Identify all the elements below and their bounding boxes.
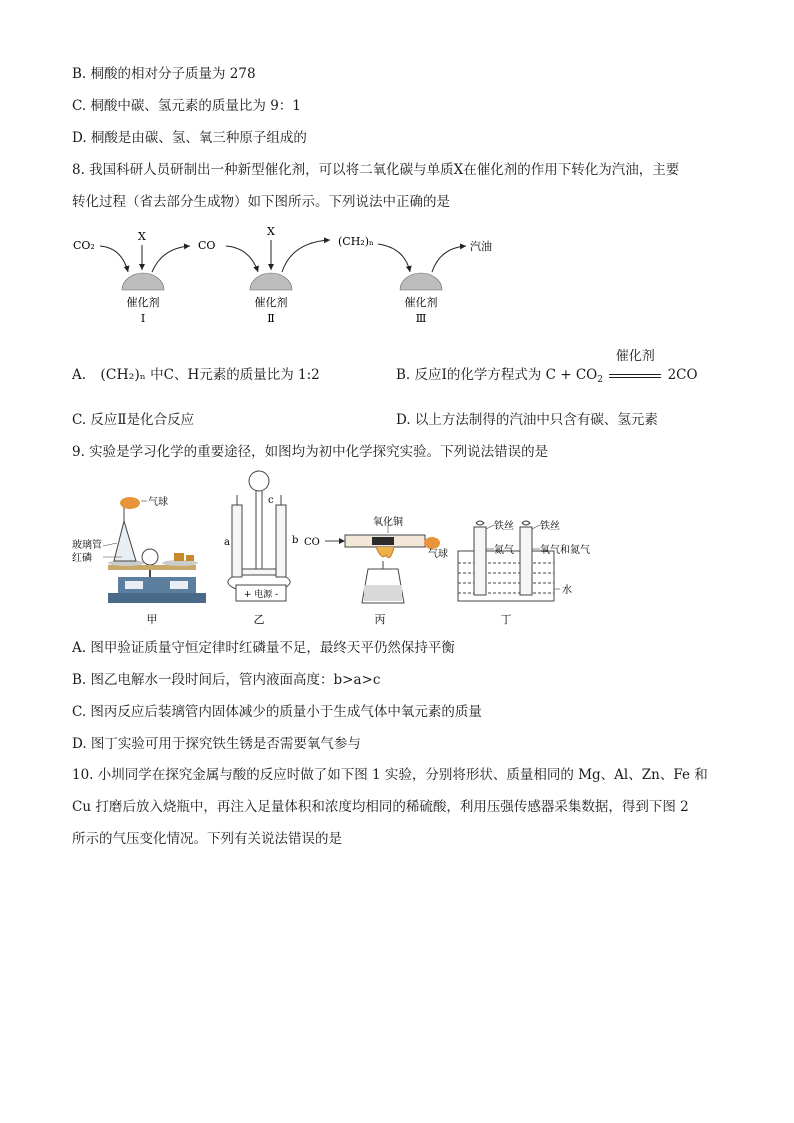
q7-option-c: C. 桐酸中碳、氢元素的质量比为 9：1: [72, 98, 301, 114]
catalyst-dome-1: [122, 273, 164, 290]
q8-option-a-rest: 中C、H元素的质量比为 1:2: [150, 367, 320, 383]
q10-stem-line3: 所示的气压变化情况。下列有关说法错误的是: [72, 831, 342, 847]
label-co: CO: [198, 239, 216, 252]
q8-option-b-prefix: B. 反应Ⅰ的化学方程式为 C + CO: [396, 367, 598, 383]
label-ch2n: (CH₂)ₙ: [338, 235, 374, 248]
q10-stem-line2: Cu 打磨后放入烧瓶中，再注入足量体积和浓度均相同的稀硫酸，利用压强传感器采集数据，得到下图 2: [72, 799, 689, 815]
catalyst-label-2: 催化剂: [254, 296, 288, 309]
q8-option-b-product: 2CO: [667, 367, 698, 383]
q8-stem-line2: 转化过程（省去部分生成物）如下图所示。下列说法中正确的是: [72, 194, 450, 210]
label-glass-tube: 玻璃管: [72, 540, 102, 551]
q9-experiment-figures: [0, 465, 620, 630]
q8-option-a-prefix: A.: [72, 367, 87, 383]
figure-yi-electrolysis: [228, 471, 290, 601]
q9-option-b: B. 图乙电解水一段时间后，管内液面高度：b>a>c: [72, 672, 381, 688]
label-x-1: X: [138, 230, 146, 243]
q9-option-a: A. 图甲验证质量守恒定律时红磷量不足，最终天平仍然保持平衡: [72, 640, 455, 656]
q8-option-b: [396, 349, 698, 390]
catalyst-dome-2: [250, 273, 292, 290]
label-red-phosphorus: 红磷: [72, 553, 92, 564]
label-water: 水: [562, 585, 572, 596]
label-nitrogen: 氮气: [494, 545, 514, 556]
label-c: c: [268, 495, 274, 506]
label-iron-wire-2: 铁丝: [540, 521, 560, 532]
q9-option-c: C. 图丙反应后装璃管内固体减少的质量小于生成气体中氧元素的质量: [72, 704, 482, 720]
q8-reaction-condition: [609, 349, 661, 385]
stage-label-3: Ⅲ: [415, 312, 427, 325]
q8-condition-label: 催化剂: [615, 349, 655, 364]
figure-jia-balance: [103, 497, 206, 603]
figure-ding-iron-rust: [458, 521, 560, 601]
catalyst-dome-3: [400, 273, 442, 290]
q9-option-d: D. 图丁实验可用于探究铁生锈是否需要氧气参与: [72, 736, 361, 752]
label-gasoline: 汽油: [470, 240, 492, 253]
stage-label-1: Ⅰ: [140, 312, 146, 325]
label-copper-oxide: 氧化铜: [373, 517, 403, 528]
label-a: a: [224, 537, 230, 548]
q8-stem-line1: 8. 我国科研人员研制出一种新型催化剂，可以将二氧化碳与单质X在催化剂的作用下转化为汽油，主要: [72, 162, 680, 178]
label-oxygen-nitrogen: 氧气和氮气: [540, 545, 590, 556]
caption-jia: 甲: [146, 613, 158, 626]
q8-option-c: C. 反应Ⅱ是化合反应: [72, 412, 195, 428]
catalyst-label-3: 催化剂: [404, 296, 438, 309]
figure-bing-co-reduction: [325, 525, 440, 603]
q10-stem-line1: 10. 小圳同学在探究金属与酸的反应时做了如下图 1 实验，分别将形状、质量相同的 Mg、Al、Zn、Fe 和: [72, 767, 708, 783]
q8-option-d: D. 以上方法制得的汽油中只含有碳、氢元素: [396, 412, 658, 428]
catalyst-label-1: 催化剂: [126, 296, 160, 309]
stage-label-2: Ⅱ: [267, 312, 275, 325]
label-b: b: [292, 535, 299, 546]
caption-bing: 丙: [374, 613, 386, 626]
q9-stem: 9. 实验是学习化学的重要途径，如图均为初中化学探究实验。下列说法错误的是: [72, 444, 549, 460]
label-power: + 电源 -: [243, 590, 279, 600]
q8-conversion-diagram: [0, 220, 560, 330]
label-balloon-2: 气球: [428, 549, 448, 560]
label-x-2: X: [267, 225, 275, 238]
caption-yi: 乙: [253, 613, 265, 626]
q7-option-b: B. 桐酸的相对分子质量为 278: [72, 66, 256, 82]
label-iron-wire-1: 铁丝: [494, 521, 514, 532]
label-balloon: 气球: [148, 497, 168, 508]
label-co2: CO₂: [73, 239, 95, 252]
q8-option-b-sub: 2: [597, 375, 603, 385]
caption-ding: 丁: [500, 613, 512, 626]
q8-option-a: [72, 365, 320, 385]
q7-option-d: D. 桐酸是由碳、氢、氧三种原子组成的: [72, 130, 307, 146]
q8-option-a-formula: (CH₂)ₙ: [100, 367, 146, 383]
label-co-gas: CO: [304, 537, 320, 548]
